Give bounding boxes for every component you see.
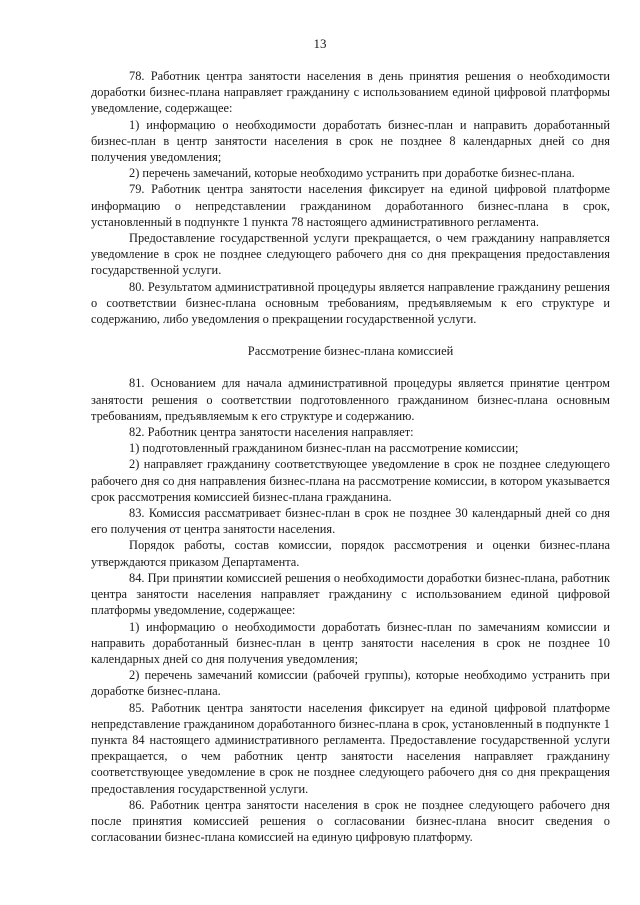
paragraph-82-item-2: 2) направляет гражданину соответствующее уведомление в срок не позднее следующего рабочего дня со дня направления бизнес-плана на рассмотрение комиссии, в котором указывается срок рассмотрения комиссией бизнес-плана гражданина.: [91, 457, 610, 504]
paragraph-83-continued: Порядок работы, состав комиссии, порядок рассмотрения и оценки бизнес-плана утверждаются приказом Департамента.: [91, 538, 610, 569]
page-number: 13: [313, 36, 327, 51]
paragraph-82-item-1: 1) подготовленный гражданином бизнес-план на рассмотрение комиссии;: [129, 441, 519, 456]
paragraph-86: 86. Работник центра занятости населения в срок не позднее следующего рабочего дня после принятия комиссией решения о согласовании бизнес-плана вносит сведения о согласовании бизнес-плана комиссией на единую цифровую платформу.: [91, 797, 610, 845]
paragraph-81: 81. Основанием для начала административной процедуры является принятие центром занятости решения о соответствии подготовленного гражданином бизнес-плана основным требованиям, предъявляемым к его структуре и содержанию.: [91, 376, 610, 423]
paragraph-80: 80. Результатом административной процедуры является направление гражданину решения о соответствии бизнес-плана основным требованиям, предъявляемым к его структуре и содержанию, либо уведомления о прекращении государственной услуги.: [91, 279, 610, 327]
paragraph-78: 78. Работник центра занятости населения в день принятия решения о необходимости доработки бизнес-плана направляет гражданину с использованием единой цифровой платформы уведомление, содержащее:: [91, 69, 610, 116]
paragraph-78-item-2: 2) перечень замечаний, которые необходимо устранить при доработке бизнес-плана.: [129, 166, 575, 181]
paragraph-82: 82. Работник центра занятости населения направляет:: [129, 425, 414, 440]
paragraph-84-item-1: 1) информацию о необходимости доработать бизнес-план по замечаниям комиссии и направить доработанный бизнес-план в центр занятости населения в срок не позднее 10 календарных дней со дня получения уведомления;: [91, 619, 610, 666]
paragraph-79-continued: Предоставление государственной услуги прекращается, о чем гражданину направляется уведомление в срок не позднее следующего рабочего дня со дня прекращения предоставления государственной услуги.: [91, 231, 610, 278]
paragraph-83: 83. Комиссия рассматривает бизнес-план в срок не позднее 30 календарный дней со дня его получения от центра занятости населения.: [91, 506, 610, 537]
paragraph-79: 79. Работник центра занятости населения фиксирует на единой цифровой платформе информацию о непредставлении гражданином доработанного бизнес-плана в срок, установленный в подпункте 1 пункта 78 настоящего административного регламента.: [91, 182, 610, 229]
paragraph-85: 85. Работник центра занятости населения фиксирует на единой цифровой платформе непредставление гражданином доработанного бизнес-плана в срок, установленный в подпункте 1 пункта 84 настоящего административного регламента. Предоставление государственной услуги прекращается, о чем работник центр занятости населения направляет гражданину соответствующее уведомление в срок не позднее следующего рабочего дня со дня прекращения предоставления государственной услуги.: [91, 700, 610, 796]
paragraph-84: 84. При принятии комиссией решения о необходимости доработки бизнес-плана, работник центра занятости населения направляет гражданину с использованием единой цифровой платформы уведомление, содержащее:: [91, 570, 610, 618]
section-heading: Рассмотрение бизнес-плана комиссией: [247, 344, 454, 359]
paragraph-78-item-1: 1) информацию о необходимости доработать бизнес-план и направить доработанный бизнес-план в центр занятости населения в срок не позднее 8 календарных дней со дня получения уведомления;: [91, 117, 610, 165]
document-body: [91, 68, 610, 845]
paragraph-84-item-2: 2) перечень замечаний комиссии (рабочей группы), которые необходимо устранить при доработке бизнес-плана.: [91, 668, 610, 699]
